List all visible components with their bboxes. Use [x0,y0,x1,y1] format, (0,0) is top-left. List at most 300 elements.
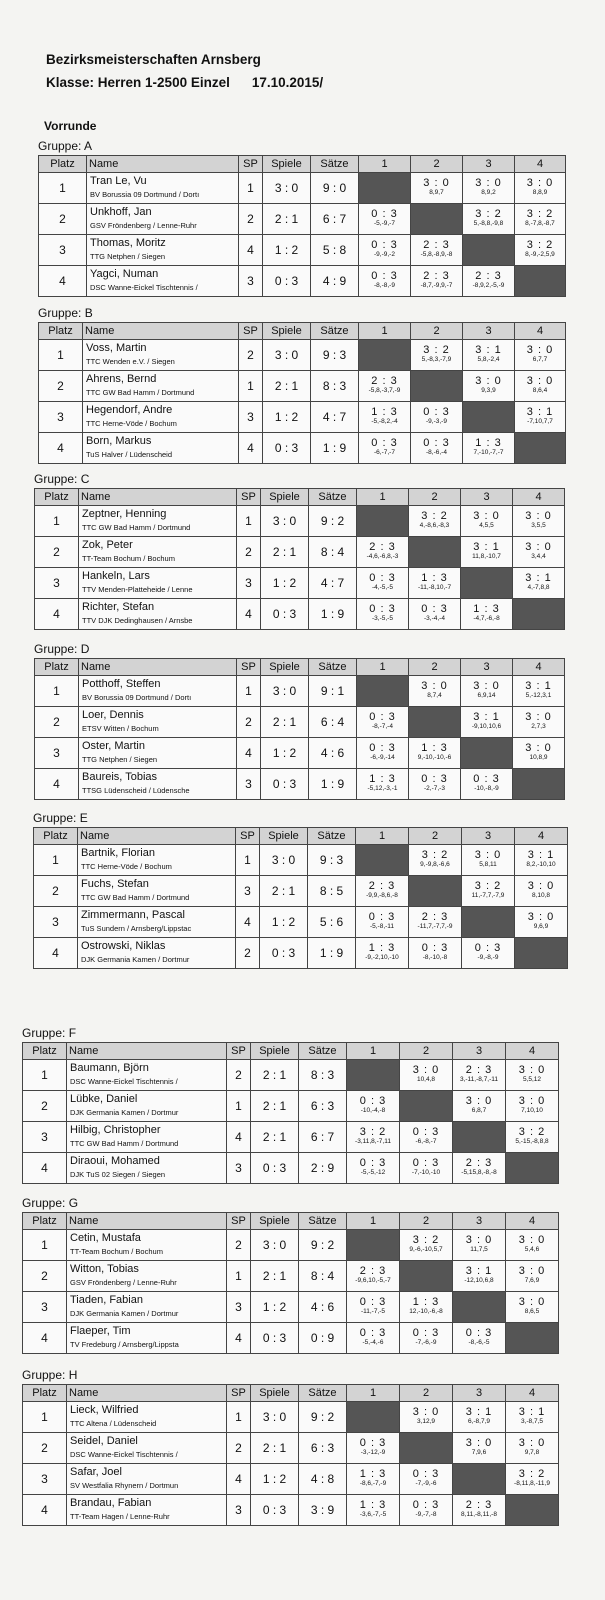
player-club: TTV Menden-Platteheide / Lenne [82,585,193,594]
games-cell: 1 : 2 [251,1464,299,1495]
result-score: 1 : 3 [371,406,398,418]
player-club: TT-Team Bochum / Bochum [82,554,175,563]
player-cell [87,235,239,266]
result-score: 1 : 3 [369,773,396,785]
result-sets: -12,10,6,8 [464,1277,494,1284]
result-sets: 5,8,11 [479,861,497,868]
games-cell: 3 : 0 [251,1402,299,1433]
self-match-cell [359,173,411,204]
sp-cell: 3 [236,876,260,907]
table-row [39,266,566,297]
sp-cell: 4 [237,738,261,769]
player-club: DJK Germania Kamen / Dortmur [70,1309,179,1318]
result-sets: -3,-4,-4 [424,615,445,622]
player-name: Richter, Stefan [82,601,155,613]
result-cell [515,371,566,402]
place-cell: 3 [39,235,87,266]
table-row [23,1060,559,1091]
result-cell [463,371,515,402]
result-cell [347,1261,400,1292]
self-match-cell [347,1230,400,1261]
self-match-cell [356,845,409,876]
place-cell: 2 [35,537,79,568]
group-label: Gruppe: D [34,642,90,656]
table-row [23,1402,559,1433]
table-row [34,907,568,938]
result-score: 0 : 3 [412,1468,440,1480]
games-cell: 0 : 3 [251,1495,299,1526]
group-e [33,811,568,969]
result-cell [400,1230,453,1261]
result-score: 3 : 0 [525,711,552,723]
player-cell [83,371,239,402]
result-score: 0 : 3 [474,942,502,954]
sp-cell: 2 [227,1230,251,1261]
player-club: TT-Team Hagen / Lenne-Ruhr [70,1512,170,1521]
standings-table [22,1384,559,1526]
column-header-r1: 1 [359,323,411,340]
sets-cell: 1 : 9 [308,938,356,969]
games-cell: 0 : 3 [251,1323,299,1354]
result-cell [359,235,411,266]
sets-cell: 8 : 3 [299,1060,347,1091]
sets-cell: 6 : 3 [299,1091,347,1122]
column-header-r3: 3 [462,828,515,845]
result-cell [347,1323,400,1354]
result-sets: -11,-8,10,-7 [417,584,452,591]
result-cell [359,266,411,297]
column-header-spiele: Spiele [251,1043,299,1060]
player-cell [79,568,237,599]
result-score: 3 : 0 [518,1265,546,1277]
player-name: Ahrens, Bernd [86,373,157,385]
place-cell: 3 [35,738,79,769]
column-header-sp: SP [237,659,261,676]
result-cell [463,173,515,204]
sp-cell: 1 [227,1402,251,1433]
result-cell [462,938,515,969]
result-sets: 6,8,7 [471,1107,487,1114]
table-row [23,1261,559,1292]
table-row [23,1230,559,1261]
games-cell: 3 : 0 [251,1230,299,1261]
sp-cell: 1 [227,1261,251,1292]
sp-cell: 1 [239,173,263,204]
column-header-spiele: Spiele [261,489,309,506]
sets-cell: 9 : 2 [299,1402,347,1433]
result-cell [515,235,566,266]
result-cell [461,676,513,707]
self-match-cell [411,371,463,402]
result-sets: 9,-9,8,-6,6 [420,861,450,868]
self-match-cell [409,707,461,738]
result-score: 3 : 2 [526,239,554,251]
player-cell [87,266,239,297]
result-score: 3 : 2 [526,208,554,220]
result-cell [400,1153,453,1184]
self-match-cell [347,1402,400,1433]
column-header-name: Name [79,489,237,506]
result-sets: -4,-5,-5 [372,584,393,591]
result-cell [409,568,461,599]
result-score: 3 : 0 [526,375,554,387]
result-cell [515,402,566,433]
result-cell [513,707,565,738]
player-name: Yagci, Numan [90,268,159,280]
standings-table [34,658,565,800]
result-sets: -8,9,2,-5,-9 [472,282,505,289]
result-sets: -3,-12,-9 [360,1449,386,1456]
player-club: TTC GW Bad Hamm / Dortmund [82,523,191,532]
result-score: 2 : 3 [465,1064,493,1076]
result-score: 0 : 3 [371,270,398,282]
result-sets: -8,-7,-4 [372,723,393,730]
place-cell: 4 [35,599,79,630]
result-cell [513,506,565,537]
sets-cell: 9 : 3 [311,340,359,371]
result-score: 3 : 0 [518,1296,546,1308]
result-sets: -9,6,10,-5,-7 [355,1277,391,1284]
result-sets: -5,8,-3,7,-9 [368,387,401,394]
player-cell [87,173,239,204]
self-match-cell [461,738,513,769]
table-row [39,402,566,433]
games-cell: 2 : 1 [263,204,311,235]
result-cell [409,907,462,938]
result-cell [347,1495,400,1526]
result-score: 0 : 3 [371,437,398,449]
result-cell [409,676,461,707]
result-cell [515,907,568,938]
result-sets: 11,-7,7,-7,9 [471,892,505,899]
group-b [38,306,566,464]
result-cell [357,769,409,800]
result-sets: 8,2,-10,10 [526,861,556,868]
player-name: Potthoff, Steffen [82,678,161,690]
column-header-r3: 3 [453,1385,506,1402]
player-club: TuS Sundern / Arnsberg/Lippstac [81,924,192,933]
sp-cell: 4 [237,599,261,630]
player-cell [67,1464,227,1495]
self-match-cell [347,1060,400,1091]
player-name: Tran Le, Vu [90,175,147,187]
group-g [22,1196,559,1354]
result-sets: 4,-7,8,8 [527,584,550,591]
column-header-saetze: Sätze [299,1043,347,1060]
table-row [39,340,566,371]
result-score: 3 : 0 [473,510,500,522]
result-score: 0 : 3 [465,1327,493,1339]
result-score: 2 : 3 [369,541,396,553]
column-header-r4: 4 [506,1043,559,1060]
column-header-r1: 1 [347,1043,400,1060]
table-row [34,845,568,876]
player-club: TTG Netphen / Siegen [82,755,158,764]
sp-cell: 2 [239,340,263,371]
event-date: 17.10.2015/ [251,75,324,90]
column-header-name: Name [67,1213,227,1230]
table-row [23,1153,559,1184]
player-name: Cetin, Mustafa [70,1232,141,1244]
result-cell [357,707,409,738]
result-sets: -3,11,8,-7,11 [355,1138,391,1145]
result-sets: 3,-8,7,5 [520,1418,544,1425]
group-label: Gruppe: G [22,1196,79,1210]
result-cell [513,537,565,568]
player-name: Brandau, Fabian [70,1497,152,1509]
class-line [46,75,586,90]
result-sets: 7,6,9 [524,1277,540,1284]
result-sets: -9,10,10,6 [471,723,502,730]
standings-table [38,322,566,464]
result-sets: -8,-6,-4 [426,449,447,456]
result-score: 0 : 3 [359,1296,387,1308]
result-score: 3 : 1 [525,572,552,584]
column-header-name: Name [67,1385,227,1402]
result-cell [359,371,411,402]
result-cell [515,204,566,235]
games-cell: 2 : 1 [260,876,308,907]
sp-cell: 1 [227,1091,251,1122]
result-sets: 5,8,-2,4 [477,356,500,363]
player-name: Witton, Tobias [70,1263,139,1275]
player-name: Unkhoff, Jan [90,206,152,218]
sets-cell: 8 : 3 [311,371,359,402]
self-match-cell [463,235,515,266]
sets-cell: 9 : 2 [299,1230,347,1261]
result-score: 0 : 3 [371,208,398,220]
player-cell [79,769,237,800]
column-header-spiele: Spiele [263,323,311,340]
column-header-saetze: Sätze [311,156,359,173]
place-cell: 1 [23,1060,67,1091]
games-cell: 2 : 1 [261,707,309,738]
place-cell: 1 [23,1230,67,1261]
result-sets: -10,-4,-8 [360,1107,386,1114]
sp-cell: 3 [237,769,261,800]
result-score: 3 : 1 [526,406,554,418]
column-header-saetze: Sätze [299,1385,347,1402]
player-name: Lübke, Daniel [70,1093,138,1105]
self-match-cell [515,938,568,969]
player-club: BV Borussia 09 Dortmund / Dortı [90,190,200,199]
player-cell [67,1153,227,1184]
column-header-platz: Platz [34,828,78,845]
games-cell: 1 : 2 [260,907,308,938]
sets-cell: 4 : 7 [311,402,359,433]
result-cell [453,1153,506,1184]
player-club: DSC Wanne-Eickel Tischtennis / [70,1077,178,1086]
result-sets: 8,9,2 [481,189,496,196]
column-header-r4: 4 [513,659,565,676]
place-cell: 2 [39,204,87,235]
column-header-saetze: Sätze [311,323,359,340]
sp-cell: 3 [227,1495,251,1526]
result-cell [453,1402,506,1433]
result-score: 3 : 2 [423,344,450,356]
result-score: 0 : 3 [359,1095,387,1107]
result-score: 3 : 0 [474,849,502,861]
games-cell: 1 : 2 [263,402,311,433]
result-score: 3 : 1 [518,1406,546,1418]
player-club: TTC GW Bad Hamm / Dortmund [70,1139,179,1148]
self-match-cell [453,1464,506,1495]
result-sets: 6,9,14 [477,692,496,699]
standings-table [33,827,568,969]
sets-cell: 9 : 3 [308,845,356,876]
result-sets: -9,-7,-8 [415,1511,437,1518]
result-cell [357,599,409,630]
result-score: 3 : 2 [518,1126,546,1138]
group-label: Gruppe: C [34,472,90,486]
games-cell: 2 : 1 [251,1261,299,1292]
table-row [35,738,565,769]
column-header-r2: 2 [409,489,461,506]
player-name: Oster, Martin [82,740,145,752]
result-cell [409,738,461,769]
result-cell [409,506,461,537]
result-sets: 5,-12,3,1 [525,692,552,699]
column-header-r4: 4 [515,323,566,340]
result-score: 0 : 3 [359,1157,387,1169]
column-header-spiele: Spiele [251,1385,299,1402]
result-cell [453,1495,506,1526]
result-cell [463,433,515,464]
table-row [23,1122,559,1153]
player-name: Hegendorf, Andre [86,404,173,416]
column-header-r2: 2 [409,828,462,845]
column-header-r3: 3 [453,1043,506,1060]
column-header-r4: 4 [513,489,565,506]
result-score: 3 : 0 [412,1406,440,1418]
table-row [35,568,565,599]
result-cell [359,402,411,433]
player-cell [83,402,239,433]
player-club: DJK Germania Kamen / Dortmur [70,1108,179,1117]
self-match-cell [513,599,565,630]
result-cell [513,676,565,707]
result-score: 2 : 3 [371,375,398,387]
player-cell [79,599,237,630]
place-cell: 3 [23,1122,67,1153]
player-club: DSC Wanne-Eickel Tischtennis / [70,1450,178,1459]
header-row [23,1385,559,1402]
self-match-cell [462,907,515,938]
result-cell [359,204,411,235]
result-cell [515,340,566,371]
player-cell [67,1261,227,1292]
result-cell [461,506,513,537]
result-sets: -4,6,-6,8,-3 [366,553,399,560]
result-cell [409,938,462,969]
table-row [34,938,568,969]
result-score: 0 : 3 [412,1499,440,1511]
column-header-name: Name [83,323,239,340]
place-cell: 4 [23,1153,67,1184]
column-header-spiele: Spiele [261,659,309,676]
tournament-title: Bezirksmeisterschaften Arnsberg [46,52,261,67]
column-header-name: Name [78,828,236,845]
table-row [23,1433,559,1464]
games-cell: 2 : 1 [251,1433,299,1464]
result-sets: -6,-8,-7 [415,1138,437,1145]
result-cell [409,845,462,876]
sets-cell: 5 : 6 [308,907,356,938]
result-cell [356,938,409,969]
standings-table [38,155,566,297]
column-header-sp: SP [239,323,263,340]
player-cell [67,1323,227,1354]
self-match-cell [400,1261,453,1292]
self-match-cell [411,204,463,235]
result-sets: -11,-7,-5 [360,1308,386,1315]
player-club: TTC Herne-Vöde / Bochum [86,419,177,428]
player-cell [83,340,239,371]
self-match-cell [515,433,566,464]
place-cell: 3 [23,1292,67,1323]
result-score: 0 : 3 [412,1327,440,1339]
result-cell [347,1091,400,1122]
player-name: Bartnik, Florian [81,847,155,859]
player-name: Baureis, Tobias [82,771,158,783]
place-cell: 1 [34,845,78,876]
games-cell: 0 : 3 [251,1153,299,1184]
result-sets: -6,-9,-14 [370,754,395,761]
games-cell: 3 : 0 [261,676,309,707]
column-header-saetze: Sätze [309,659,357,676]
result-cell [506,1091,559,1122]
column-header-platz: Platz [23,1213,67,1230]
games-cell: 2 : 1 [263,371,311,402]
result-cell [463,204,515,235]
sp-cell: 4 [236,907,260,938]
sets-cell: 9 : 0 [311,173,359,204]
result-sets: -9,9,-8,6,-8 [366,892,398,899]
table-row [35,707,565,738]
result-cell [453,1091,506,1122]
result-score: 2 : 3 [359,1265,387,1277]
player-name: Ostrowski, Niklas [81,940,166,952]
player-name: Tiaden, Fabian [70,1294,143,1306]
result-cell [461,707,513,738]
place-cell: 1 [39,340,83,371]
result-cell [411,173,463,204]
result-score: 3 : 2 [421,510,448,522]
player-cell [67,1402,227,1433]
result-cell [409,769,461,800]
result-score: 0 : 3 [368,911,396,923]
column-header-r1: 1 [347,1385,400,1402]
standings-table [34,488,565,630]
sets-cell: 4 : 9 [311,266,359,297]
result-score: 3 : 2 [518,1468,546,1480]
result-score: 3 : 2 [359,1126,387,1138]
result-sets: -7,-6,-9 [415,1339,437,1346]
result-score: 2 : 3 [465,1499,493,1511]
result-cell [347,1153,400,1184]
result-cell [400,1464,453,1495]
column-header-sp: SP [227,1213,251,1230]
result-sets: -8,-8,-9 [374,282,395,289]
result-score: 2 : 3 [465,1157,493,1169]
player-name: Zok, Peter [82,539,133,551]
place-cell: 2 [39,371,83,402]
player-cell [78,876,236,907]
sets-cell: 4 : 8 [299,1464,347,1495]
self-match-cell [357,676,409,707]
result-sets: 8,-7,8,-8,7 [525,220,555,227]
sp-cell: 1 [237,506,261,537]
